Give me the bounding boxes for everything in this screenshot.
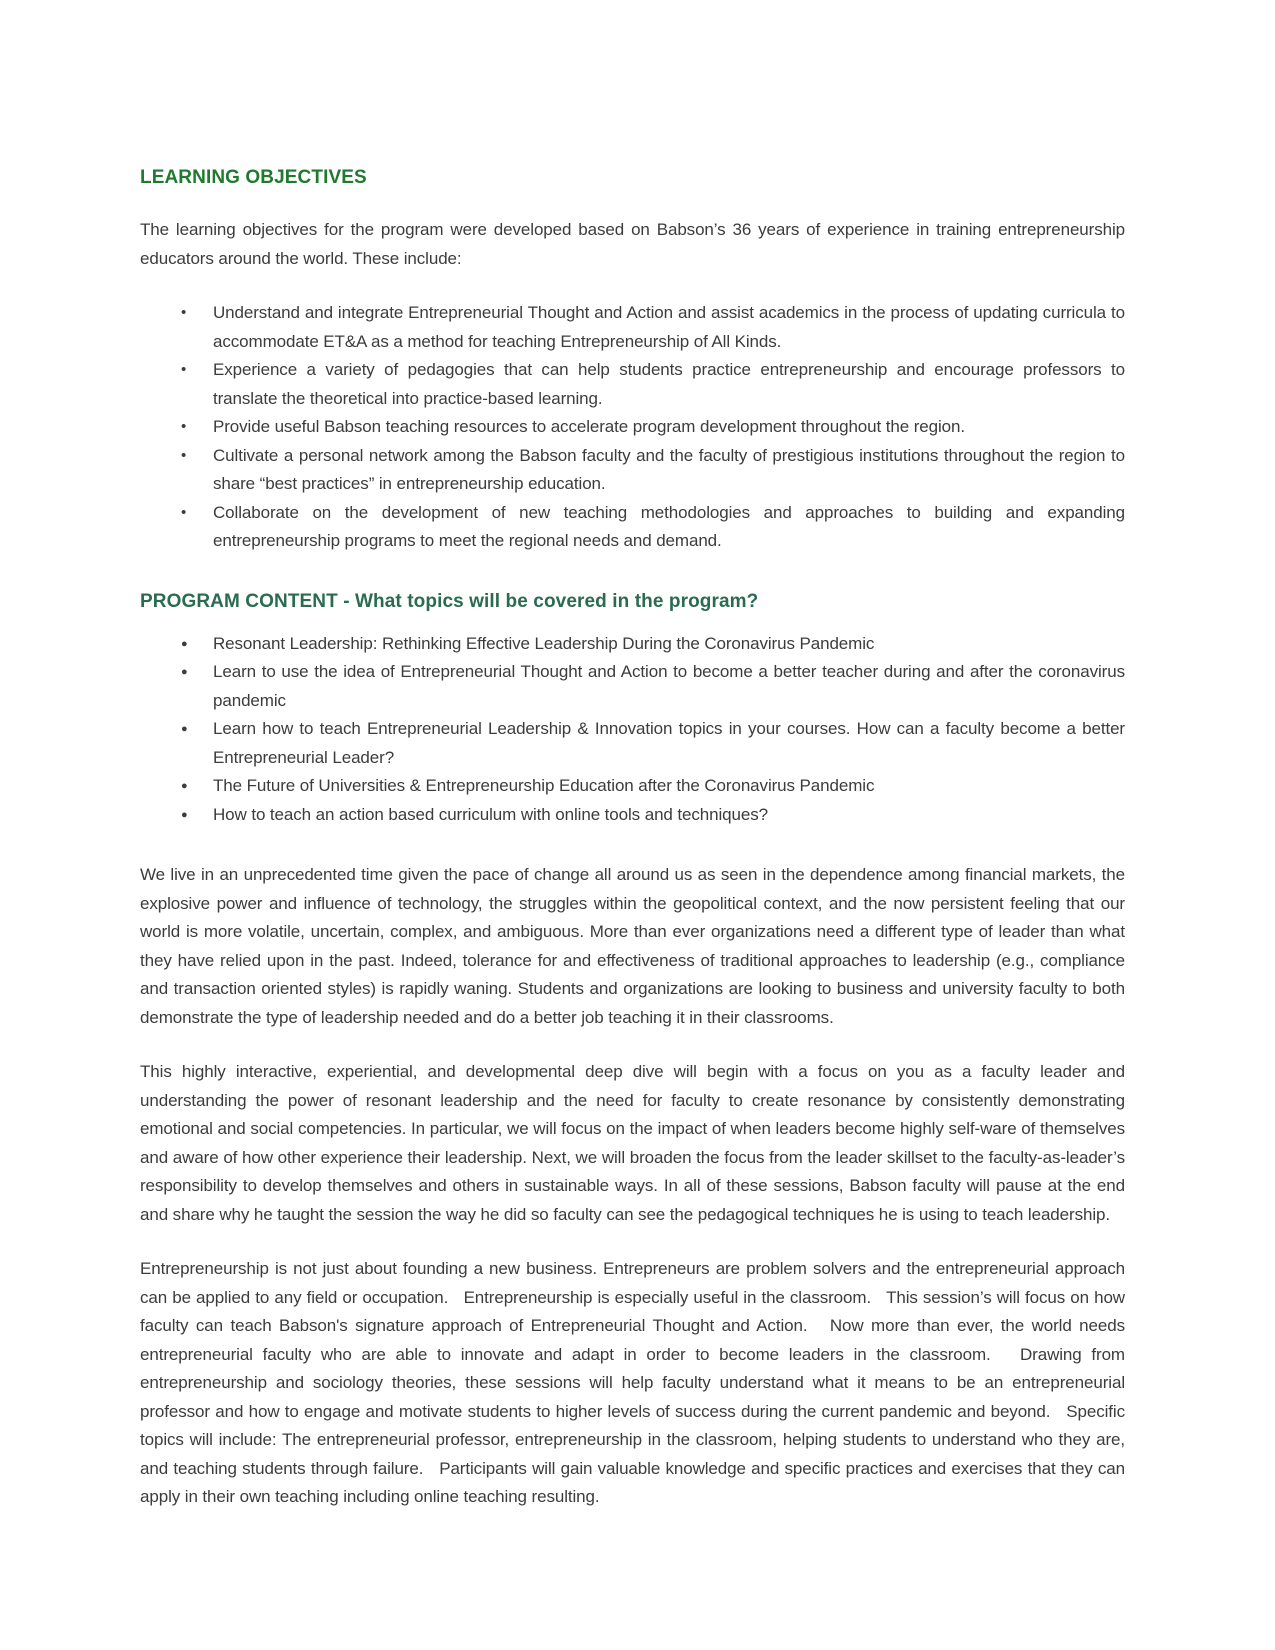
- bullet-icon: •: [181, 503, 187, 521]
- list-item-text: The Future of Universities & Entrepreneurship Education after the Coronavirus Pandemic: [213, 776, 875, 795]
- learning-objectives-list: [140, 299, 1125, 556]
- bullet-icon: ●: [181, 808, 188, 821]
- bullet-icon: •: [181, 446, 187, 464]
- list-item: [140, 772, 1125, 801]
- bullet-icon: ●: [181, 637, 188, 650]
- list-item-text: Learn to use the idea of Entrepreneurial Thought and Action to become a better teacher during and after the coronavirus pandemic: [213, 662, 1125, 710]
- list-item-text: How to teach an action based curriculum with online tools and techniques?: [213, 804, 768, 824]
- list-item-text: Resonant Leadership: Rethinking Effective Leadership During the Coronavirus Pandemic: [213, 633, 875, 653]
- list-item-text: Learn how to teach Entrepreneurial Leadership & Innovation topics in your courses. How can a faculty become a better Entrepreneurial Leader?: [213, 719, 1125, 767]
- list-item-text: Provide useful Babson teaching resources to accelerate program development throughout the region.: [213, 417, 965, 436]
- list-item-text: Cultivate a personal network among the Babson faculty and the faculty of prestigious institutions throughout the region to share “best practices” in entrepreneurship education.: [213, 445, 1125, 493]
- list-item-text: Experience a variety of pedagogies that can help students practice entrepreneurship and encourage professors to translate the theoretical into practice-based learning.: [213, 360, 1125, 408]
- document-content: [140, 166, 1125, 1512]
- list-item-text: Collaborate on the development of new teaching methodologies and approaches to building and expanding entrepreneurship programs to meet the regional needs and demand.: [213, 502, 1125, 550]
- bullet-icon: ●: [181, 780, 188, 792]
- bullet-icon: ●: [181, 723, 188, 735]
- program-content-heading: PROGRAM CONTENT - What topics will be covered in the program?: [140, 590, 759, 612]
- bullet-icon: ●: [181, 666, 188, 678]
- list-item: [140, 413, 1125, 442]
- learning-objectives-intro: The learning objectives for the program were developed based on Babson’s 36 years of experience in training entrepreneurship educators around the world. These include:: [140, 220, 1125, 268]
- list-item: [140, 630, 1125, 659]
- program-content-list: [140, 630, 1125, 830]
- list-item-text: Understand and integrate Entrepreneurial Thought and Action and assist academics in the process of updating curricula to accommodate ET&A as a method for teaching Entrepreneurship of All Kinds.: [213, 303, 1125, 351]
- list-item: [140, 442, 1125, 499]
- list-item: [140, 299, 1125, 356]
- list-item: [140, 801, 1125, 830]
- list-item: [140, 499, 1125, 556]
- learning-objectives-heading: LEARNING OBJECTIVES: [140, 167, 367, 188]
- bullet-icon: •: [181, 361, 187, 378]
- bullet-icon: •: [181, 304, 187, 321]
- list-item: [140, 715, 1125, 772]
- list-item: [140, 658, 1125, 715]
- bullet-icon: •: [181, 418, 187, 435]
- paragraph-unprecedented-time: We live in an unprecedented time given the pace of change all around us as seen in the dependence among financial markets, the explosive power and influence of technology, the struggles within the geopolitical context, and the now persistent feeling that our world is more volatile, uncertain, complex, and ambiguous. More than ever organizations need a different type of leader than what they have relied upon in the past. Indeed, tolerance for and effectiveness of traditional approaches to leadership (e.g., compliance and transaction oriented styles) is rapidly waning. Students and organizations are looking to business and university faculty to both demonstrate the type of leadership needed and do a better job teaching it in their classrooms.: [140, 865, 1125, 1027]
- list-item: [140, 356, 1125, 413]
- paragraph-deep-dive: This highly interactive, experiential, and developmental deep dive will begin with a focus on you as a faculty leader and understanding the power of resonant leadership and the need for faculty to create resonance by consistently demonstrating emotional and social competencies. In particular, we will focus on the impact of when leaders become highly self-ware of themselves and aware of how other experience their leadership. Next, we will broaden the focus from the leader skillset to the faculty-as-leader’s responsibility to develop themselves and others in sustainable ways. In all of these sessions, Babson faculty will pause at the end and share why he taught the session the way he did so faculty can see the pedagogical techniques he is using to teach leadership.: [140, 1062, 1125, 1224]
- paragraph-entrepreneurship-classroom: Entrepreneurship is not just about founding a new business. Entrepreneurs are problem solvers and the entrepreneurial approach can be applied to any field or occupation. Entrepreneurship is especially useful in the classroom. This session’s will focus on how faculty can teach Babson's signature approach of Entrepreneurial Thought and Action. Now more than ever, the world needs entrepreneurial faculty who are able to innovate and adapt in order to become leaders in the classroom. Drawing from entrepreneurship and sociology theories, these sessions will help faculty understand what it means to be an entrepreneurial professor and how to engage and motivate students to higher levels of success during the current pandemic and beyond. Specific topics will include: The entrepreneurial professor, entrepreneurship in the classroom, helping students to understand who they are, and teaching students through failure. Participants will gain valuable knowledge and specific practices and exercises that they can apply in their own teaching including online teaching resulting.: [140, 1259, 1125, 1506]
